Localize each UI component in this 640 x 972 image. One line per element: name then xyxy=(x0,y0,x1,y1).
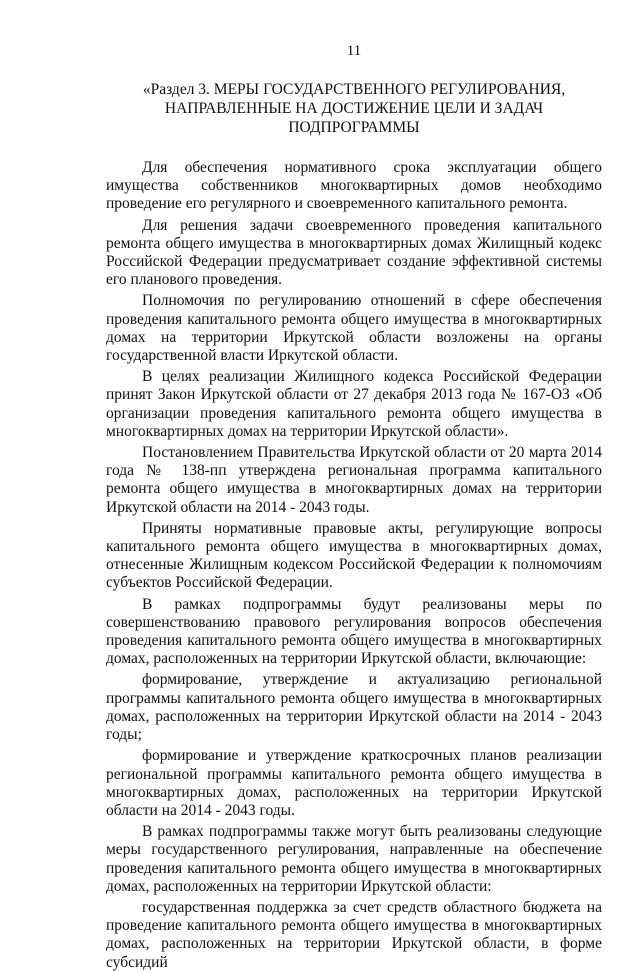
paragraph-9: формирование и утверждение краткосрочных планов реализации региональной программы капитального ремонта общего имущества в многоквартирных домах, расположенных на территории Иркутской области на 2014 - 2043 годы. xyxy=(106,747,602,819)
section-heading-line-3: ПОДПРОГРАММЫ xyxy=(288,119,420,136)
paragraph-2: Для решения задачи своевременного проведения капитального ремонта общего имущества в многоквартирных домах Жилищный кодекс Российской Федерации предусматривает создание эффективной системы его планового проведения. xyxy=(106,216,602,289)
paragraph-4: В целях реализации Жилищного кодекса Российской Федерации принят Закон Иркутской области от 27 декабря 2013 года № 167-ОЗ «Об организации проведения капитального ремонта общего имущества в многоквартирных домах на территории Иркутской области». xyxy=(106,368,602,440)
paragraph-10: В рамках подпрограммы также могут быть реализованы следующие меры государственного регулирования, направленные на обеспечение проведения капитального ремонта общего имущества в многоквартирных домах, расположенных на территории Иркутской области: xyxy=(106,823,602,895)
section-heading-line-1: «Раздел 3. МЕРЫ ГОСУДАРСТВЕННОГО РЕГУЛИРОВАНИЯ, xyxy=(142,81,566,98)
paragraph-1: Для обеспечения нормативного срока эксплуатации общего имущества собственников многоквартирных домов необходимо проведение его регулярного и своевременного капитального ремонта. xyxy=(106,159,602,213)
paragraph-6: Приняты нормативные правовые акты, регулирующие вопросы капитального ремонта общего имущества в многоквартирных домах, отнесенные Жилищным кодексом Российской Федерации к полномочиям субъектов Российской Федерации. xyxy=(106,519,602,592)
page-number: 11 xyxy=(346,43,362,59)
body-text xyxy=(106,159,602,972)
paragraph-11: государственная поддержка за счет средств областного бюджета на проведение капитального ремонта общего имущества в многоквартирных домах, расположенных на территории Иркутской области, в форме субсидий xyxy=(106,898,602,971)
paragraph-7: В рамках подпрограммы будут реализованы меры по совершенствованию правового регулирования вопросов обеспечения проведения капитального ремонта общего имущества в многоквартирных домах, расположенных на территории Иркутской области, включающие: xyxy=(106,595,602,668)
paragraph-3: Полномочия по регулированию отношений в сфере обеспечения проведения капитального ремонта общего имущества в многоквартирных домах на территории Иркутской области возложены на органы государственной власти Иркутской области. xyxy=(106,292,602,365)
paragraph-8: формирование, утверждение и актуализацию региональной программы капитального ремонта общего имущества в многоквартирных домах, расположенных на территории Иркутской области на 2014 - 2043 годы; xyxy=(106,671,602,744)
section-heading-line-2: НАПРАВЛЕННЫЕ НА ДОСТИЖЕНИЕ ЦЕЛИ И ЗАДАЧ xyxy=(164,100,544,117)
paragraph-5: Постановлением Правительства Иркутской области от 20 марта 2014 года № 138-пп утверждена региональная программа капитального ремонта общего имущества в многоквартирных домах на территории Иркутской области на 2014 - 2043 годы. xyxy=(106,444,602,516)
section-heading xyxy=(106,80,602,137)
